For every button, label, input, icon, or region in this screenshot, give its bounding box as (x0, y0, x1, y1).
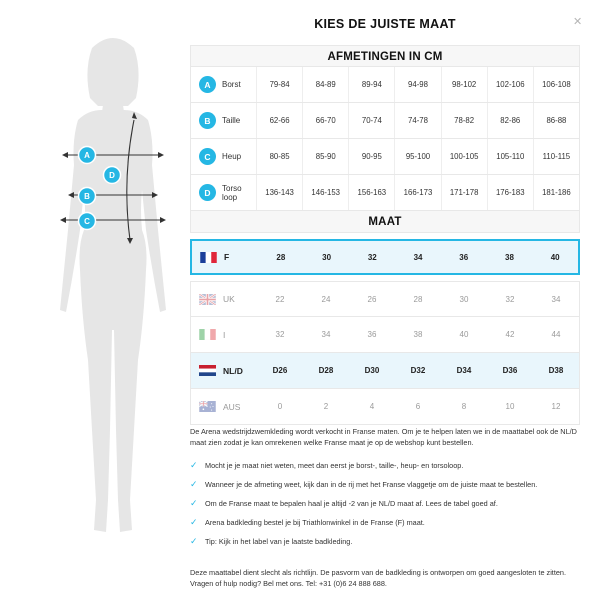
size-cell: D38 (548, 366, 564, 375)
country-label: AUS (223, 401, 241, 412)
measurement-cell: 181-186 (542, 188, 571, 197)
size-row-nl (190, 353, 580, 389)
check-icon: ✓ (190, 460, 198, 470)
size-cell: 36 (459, 252, 469, 262)
flag-it-icon (199, 329, 216, 340)
size-cell: 36 (367, 330, 377, 339)
tip-text: Tip: Kijk in het label van je laatste badkleding. (205, 537, 353, 546)
size-cell: 40 (459, 330, 469, 339)
tip-item (190, 461, 582, 480)
size-cell: 26 (367, 294, 377, 304)
measurement-cell: 86-88 (546, 116, 567, 125)
sizes-heading: MAAT (190, 211, 580, 233)
measurement-cell: 62-66 (257, 103, 303, 138)
country-label: NL/D (223, 365, 243, 376)
tip-text: Arena badkleding bestel je bij Triathlonwinkel in de Franse (F) maat. (205, 518, 425, 527)
footer-text: Deze maattabel dient slecht als richtlijn. De pasvorm van de badkleding is ontworpen om goed aangesloten te zitten. Vragen of hulp nodig? Bel met ons. Tel: +31 (0)6 24 888 688. (190, 568, 567, 588)
measurement-cell: 94-98 (395, 67, 441, 102)
modal-title: KIES DE JUISTE MAAT (314, 17, 456, 31)
size-cell: 34 (321, 330, 331, 339)
size-cell: 0 (277, 402, 283, 411)
description-text: De Arena wedstrijdzwemkleding wordt verkocht in Franse maten. Om je te helpen laten we in de maattabel ook de NL/D maat zien zodat je kan omrekenen welke Franse maat je op de webshop kunt bestellen. (190, 427, 577, 447)
size-cell: 30 (322, 252, 332, 262)
check-icon: ✓ (190, 536, 198, 546)
close-icon[interactable]: ✕ (573, 16, 583, 28)
size-row-it (190, 317, 580, 353)
measurement-cell: 146-153 (303, 175, 349, 210)
country-label: F (224, 252, 230, 262)
figure-label-c: C (84, 217, 90, 226)
measurement-cell: 102-106 (488, 67, 534, 102)
measurement-row-chest (190, 67, 580, 103)
measurement-cell: 70-74 (349, 103, 395, 138)
size-cell: 10 (505, 402, 515, 411)
tip-item (190, 518, 582, 537)
figure-label-d: D (109, 171, 115, 180)
measurement-label: Taille (222, 116, 241, 125)
measurement-cell: 85-90 (303, 139, 349, 174)
size-cell: 4 (369, 402, 375, 411)
badge-c: C (199, 148, 216, 165)
size-cell: 34 (413, 252, 423, 262)
size-cell: 2 (323, 402, 329, 411)
measurement-cell: 110-115 (542, 152, 571, 161)
measurement-cell: 100-105 (442, 139, 488, 174)
size-row-uk (190, 281, 580, 317)
size-cell: 12 (551, 402, 561, 411)
tip-text: Wanneer je de afmeting weet, kijk dan in de rij met het Franse vlaggetje om de juiste maat te bestellen. (205, 480, 538, 489)
size-cell: 8 (461, 402, 467, 411)
tip-item (190, 499, 582, 518)
body-silhouette (48, 30, 178, 550)
measurement-cell: 106-108 (542, 80, 571, 89)
measurement-cell: 79-84 (257, 67, 303, 102)
size-cell: 22 (275, 294, 285, 304)
country-label: I (223, 329, 226, 340)
measurement-cell: 82-86 (488, 103, 534, 138)
measurement-label: Heup (222, 152, 242, 161)
measurement-cell: 171-178 (442, 175, 488, 210)
measurement-cell: 136-143 (257, 175, 303, 210)
size-cell: D32 (410, 366, 426, 375)
flag-uk-icon (199, 294, 216, 305)
size-cell: 38 (413, 330, 423, 339)
tip-item (190, 537, 582, 556)
tip-item (190, 480, 582, 499)
size-cell: D26 (272, 366, 288, 375)
size-cell: 28 (276, 252, 286, 262)
size-cell: D28 (318, 366, 334, 375)
size-row-fr[interactable] (190, 239, 580, 275)
size-cell: 32 (275, 330, 285, 339)
measurement-cell: 105-110 (488, 139, 534, 174)
measurement-cell: 84-89 (303, 67, 349, 102)
check-icon: ✓ (190, 498, 198, 508)
tip-text: Mocht je je maat niet weten, meet dan eerst je borst-, taille-, heup- en torsoloop. (205, 461, 464, 470)
flag-au-icon (199, 401, 216, 412)
measurements-heading: AFMETINGEN IN CM (190, 45, 580, 67)
measurement-cell: 89-94 (349, 67, 395, 102)
size-cell: 24 (321, 294, 331, 304)
figure-label-b: B (84, 192, 90, 201)
flag-fr-icon (200, 252, 217, 263)
size-cell: 6 (415, 402, 421, 411)
country-label: UK (223, 294, 235, 304)
size-cell: 32 (367, 252, 377, 262)
measurement-label: Torso loop (222, 183, 242, 202)
measurement-row-hip (190, 139, 580, 175)
measurement-cell: 95-100 (395, 139, 441, 174)
size-cell: 38 (505, 252, 514, 262)
measurement-cell: 78-82 (442, 103, 488, 138)
size-cell: 40 (550, 252, 560, 262)
measurement-label: Borst (222, 80, 241, 89)
size-cell: 34 (551, 294, 561, 304)
measurement-cell: 74-78 (395, 103, 441, 138)
size-chart (190, 45, 580, 425)
measurement-cell: 156-163 (349, 175, 395, 210)
body-figure (48, 30, 178, 550)
measurement-cell: 90-95 (349, 139, 395, 174)
badge-b: B (199, 112, 216, 129)
badge-d: D (199, 184, 216, 201)
size-cell: 44 (551, 330, 561, 339)
tips-list (190, 461, 582, 556)
measurement-row-torso (190, 175, 580, 211)
check-icon: ✓ (190, 517, 198, 527)
size-cell: 42 (505, 330, 515, 339)
check-icon: ✓ (190, 479, 198, 489)
measurement-cell: 66-70 (303, 103, 349, 138)
size-cell: 28 (413, 294, 423, 304)
size-row-au (190, 389, 580, 425)
badge-a: A (199, 76, 216, 93)
measurement-row-waist (190, 103, 580, 139)
tip-text: Om de Franse maat te bepalen haal je altijd -2 van je NL/D maat af. Lees de tabel goed af. (205, 499, 498, 508)
size-cell: D36 (502, 366, 518, 375)
flag-nl-icon (199, 365, 216, 376)
measurement-cell: 166-173 (395, 175, 441, 210)
measurement-cell: 80-85 (257, 139, 303, 174)
size-cell: D30 (364, 366, 380, 375)
size-cell: 30 (459, 294, 469, 304)
figure-label-a: A (84, 151, 90, 160)
measurement-cell: 176-183 (488, 175, 534, 210)
measurement-cell: 98-102 (442, 67, 488, 102)
size-cell: 32 (505, 294, 515, 304)
size-cell: D34 (456, 366, 472, 375)
